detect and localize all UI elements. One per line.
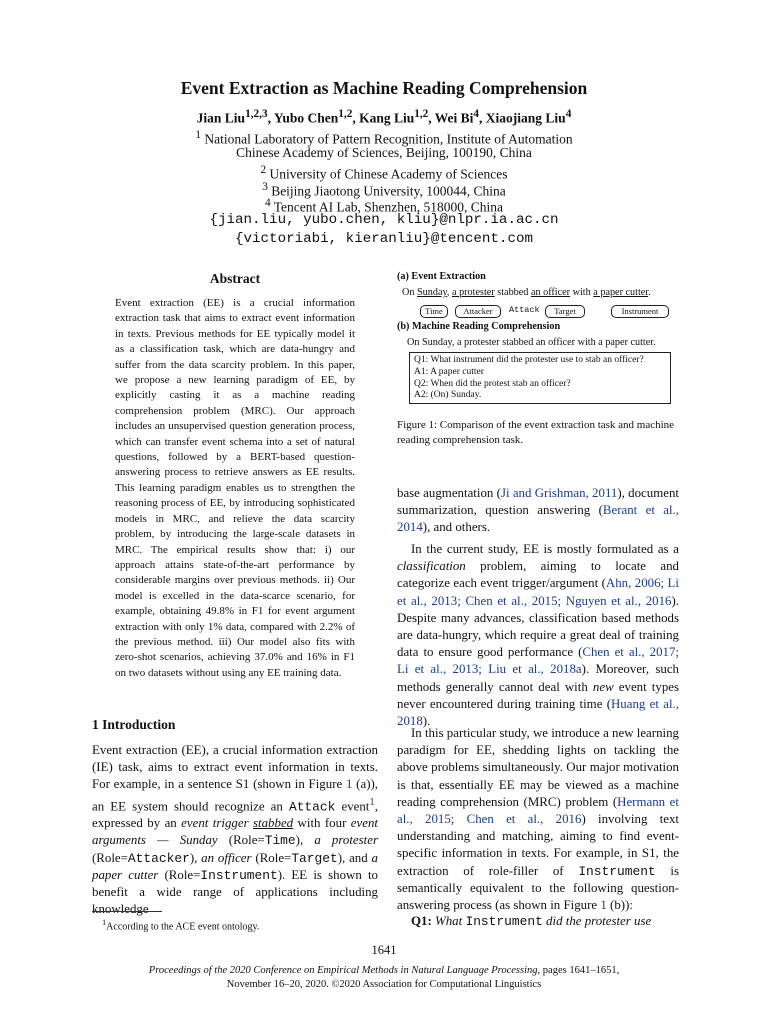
affiliation-2: $^2$ University of Chinese Academy of Sciences xyxy=(260,164,508,182)
right-paragraph-3: In this particular study, we introduce a new learning paradigm for EE, shedding lights on tackling the above problems simultaneously. Our major motivation is that, essentially EE may be viewed as a machine reading comprehension (MRC) problem (Hermann et al., 2015; Chen et al., 2016) involving text understanding and matching, aiming to find event-specific information in texts. For example, in S1, the extraction of role-filler of Instrument is semantically equivalent to the following question-answering process (as shown in Figure 1 (b)): xyxy=(397,726,679,913)
figure-a-sentence: On Sunday, a protester stabbed an officer with a paper cutter. xyxy=(402,287,651,298)
footer-line-1: Proceedings of the 2020 Conference on Empirical Methods in Natural Language Processing, pages 1641–1651, xyxy=(148,965,620,976)
trigger-label-attack: Attack xyxy=(509,305,540,315)
role-label-attacker: Attacker xyxy=(455,305,501,318)
section-heading-introduction: 1 Introduction xyxy=(92,717,176,732)
qa-line-q1: Q1: What instrument did the protester use to stab an officer? xyxy=(414,355,644,365)
role-label-time: Time xyxy=(420,305,448,318)
author-list: Jian Liu$^{1,2,3}$, Yubo Chen$^{1,2}$, Kang Liu$^{1,2}$, Wei Bi$^4$, Xiaojiang Liu$^4$ xyxy=(196,108,572,126)
page-number: 1641 xyxy=(371,943,397,957)
role-label-target: Target xyxy=(545,305,585,318)
qa-line-q2: Q2: When did the protest stab an officer? xyxy=(414,378,571,389)
paper-title: Event Extraction as Machine Reading Comprehension xyxy=(180,78,588,98)
right-paragraph-2: In the current study, EE is mostly formulated as a classification problem, aiming to locate and categorize each event trigger/argument (Ahn, 2006; Li et al., 2013; Chen et al., 2015; Nguyen et al., 2016). Despite many advances, classification based methods are data-hungry, which require a great deal of training data to ensure good performance (Chen et al., 2017; Li et al., 2013; Liu et al., 2018a). Moreover, such methods generally cannot deal with new event types never encountered during training time (Huang et al., 2018). xyxy=(397,542,680,729)
email-line-2: {victoriabi, kieranliu}@tencent.com xyxy=(235,231,533,247)
role-label-instrument: Instrument xyxy=(611,305,669,318)
footnote: $^1$According to the ACE event ontology. xyxy=(102,918,260,933)
qa-box xyxy=(409,352,671,404)
abstract-text: Event extraction (EE) is a crucial information extraction task that aims to extract event information in texts. Previous methods for EE typically model it as a classification task, which are data-hungry and suffer from the data scarcity problem. In this paper, we propose a new learning paradigm of EE, by explicitly casting it as a machine reading comprehension problem (MRC). Our approach includes an unsupervised question generation process, which can transfer event schema into a set of natural questions, followed by a BERT-based question-answering process to retrieve answers as EE results. This learning paradigm enables us to strengthen the reasoning process of EE, by introducing sophisticated models in MRC, and relieve the data scarcity problem, by introducing the large-scale datasets in MRC. The empirical results show that: i) our approach attains state-of-the-art performance by considerable margins over previous methods. ii) Our model is excelled in the data-scarce scenario, for example, obtaining 49.8% in F1 for event argument extraction with only 1% data, compared with 2.2% of the previous method. iii) Our model also fits with zero-shot scenarios, achieving 37.0% and 16% in F1 on two datasets without using any EE training data. xyxy=(115,297,355,679)
abstract-heading: Abstract xyxy=(209,271,261,286)
affiliation-4: $^4$ Tencent AI Lab, Shenzhen, 518000, China xyxy=(264,197,503,215)
affiliation-1: $^1$ National Laboratory of Pattern Recognition, Institute of Automation xyxy=(195,129,573,147)
figure-1-caption: Figure 1: Comparison of the event extraction task and machine reading comprehension task. xyxy=(397,419,675,447)
email-line-1: {jian.liu, yubo.chen, kliu}@nlpr.ia.ac.cn xyxy=(209,212,559,228)
qa-line-a1: A1: A paper cutter xyxy=(414,366,484,377)
figure-a-heading: (a) Event Extraction xyxy=(397,271,486,282)
affiliation-1-cont: Chinese Academy of Sciences, Beijing, 100190, China xyxy=(236,145,532,160)
footnote-rule xyxy=(92,911,162,912)
qa-line-a2: A2: (On) Sunday. xyxy=(414,390,482,401)
question-q1: Q1: What Instrument did the protester use xyxy=(411,914,652,929)
right-paragraph-1: base augmentation (Ji and Grishman, 2011), document summarization, question answering (Berant et al., 2014), and others. xyxy=(397,486,680,535)
footer-line-2: November 16–20, 2020. ©2020 Association for Computational Linguistics xyxy=(226,979,542,990)
figure-1 xyxy=(397,271,679,411)
proceedings-footer xyxy=(0,964,768,992)
affiliation-3: $^3$ Beijing Jiaotong University, 100044, China xyxy=(262,181,506,199)
figure-b-heading: (b) Machine Reading Comprehension xyxy=(397,321,561,332)
intro-paragraph: Event extraction (EE), a crucial information extraction (IE) task, aims to extract event information in texts. For example, in a sentence S1 (shown in Figure 1 (a)), an EE system should recognize an Attack event$^1$, expressed by an event trigger stabbed with four event arguments — Sunday (Role=Time), a protester (Role=Attacker), an officer (Role=Target), and a paper cutter (Role=Instrument). EE is shown to benefit a wide range of applications including knowledge xyxy=(92,743,378,917)
figure-b-sentence: On Sunday, a protester stabbed an officer with a paper cutter. xyxy=(407,337,656,348)
